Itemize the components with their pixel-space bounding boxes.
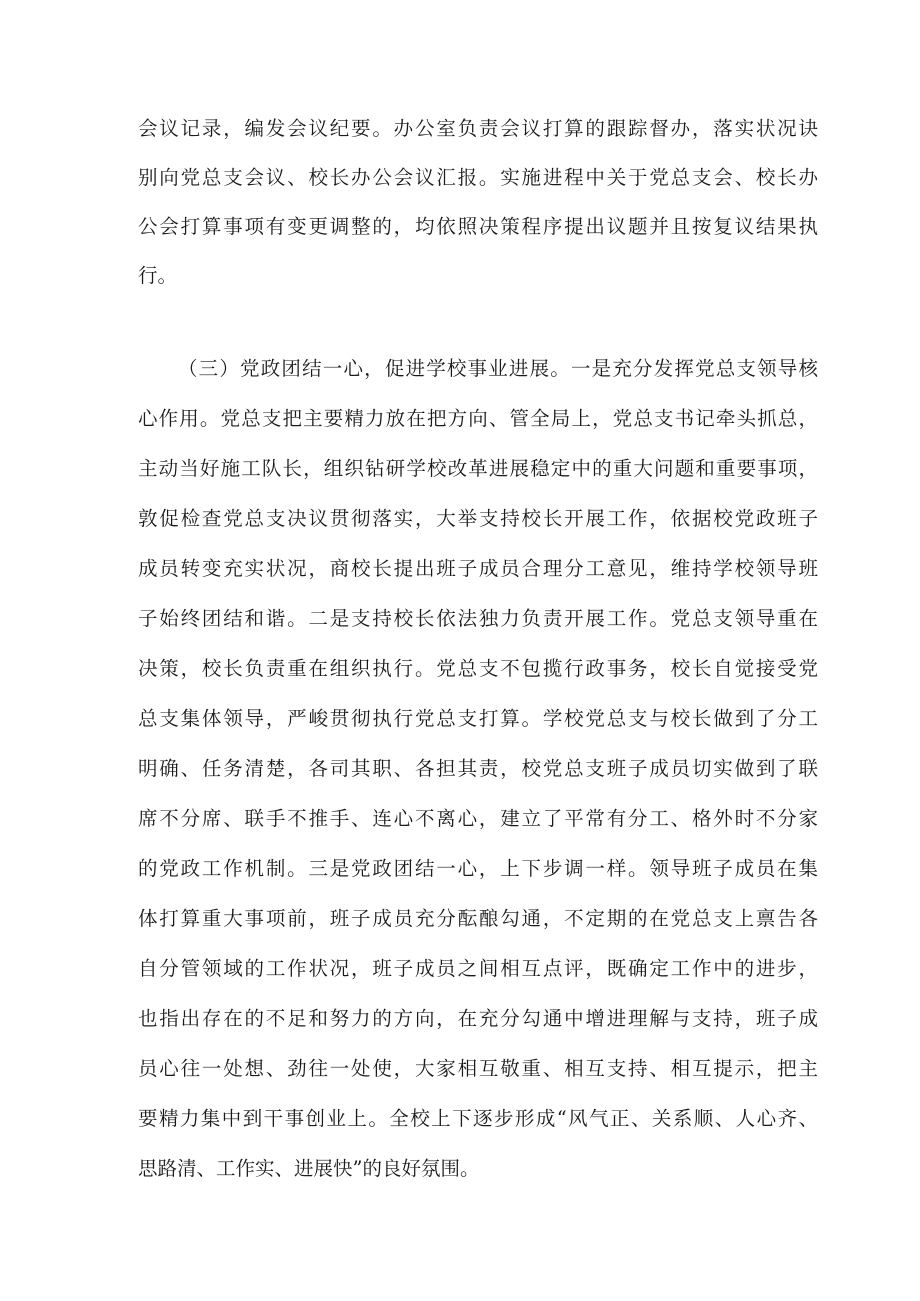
paragraph-2-line-15: 员心往一处想、劲往一处使，大家相互敬重、相互支持、相互提示，把主 [138, 1057, 818, 1080]
paragraph-2-line-6: 子始终团结和谐。二是支持校长依法独力负责开展工作。党总支领导重在 [138, 607, 818, 630]
paragraph-1-line-2: 别向党总支会议、校长办公会议汇报。实施进程中关于党总支会、校长办 [138, 166, 818, 189]
paragraph-2-line-13: 自分管领域的工作状况，班子成员之间相互点评，既确定工作中的进步， [138, 957, 818, 980]
paragraph-2-line-16: 要精力集中到干事创业上。全校上下逐步形成“风气正、关系顺、人心齐、 [138, 1107, 818, 1130]
paragraph-2-line-14: 也指出存在的不足和努力的方向，在充分勾通中增进理解与支持，班子成 [138, 1007, 818, 1030]
paragraph-1-line-4: 行。 [138, 264, 178, 287]
paragraph-1-line-3: 公会打算事项有变更调整的，均依照决策程序提出议题并且按复议结果执 [138, 215, 818, 238]
paragraph-2-line-10: 席不分席、联手不推手、连心不离心，建立了平常有分工、格外时不分家 [138, 807, 818, 830]
paragraph-2-line-4: 敦促检查党总支决议贯彻落实，大举支持校长开展工作，依据校党政班子 [138, 507, 818, 530]
paragraph-2-line-17: 思路清、工作实、进展快”的良好氛围。 [138, 1157, 480, 1180]
paragraph-2-line-9: 明确、任务清楚，各司其职、各担其责，校党总支班子成员切实做到了联 [138, 757, 818, 780]
paragraph-2-line-3: 主动当好施工队长，组织钻研学校改革进展稳定中的重大问题和重要事项， [138, 457, 818, 480]
paragraph-2-line-12: 体打算重大事项前，班子成员充分酝酿勾通，不定期的在党总支上禀告各 [138, 907, 818, 930]
paragraph-2-line-1: （三）党政团结一心，促进学校事业进展。一是充分发挥党总支领导核 [178, 357, 818, 380]
paragraph-1-line-1: 会议记录，编发会议纪要。办公室负责会议打算的跟踪督办，落实状况诀 [138, 117, 818, 140]
paragraph-2-line-5: 成员转变充实状况，商校长提出班子成员合理分工意见，维持学校领导班 [138, 557, 818, 580]
paragraph-2-line-8: 总支集体领导，严峻贯彻执行党总支打算。学校党总支与校长做到了分工 [138, 707, 818, 730]
paragraph-2-line-2: 心作用。党总支把主要精力放在把方向、管全局上，党总支书记牵头抓总， [138, 407, 818, 430]
paragraph-2-line-11: 的党政工作机制。三是党政团结一心，上下步调一样。领导班子成员在集 [138, 857, 818, 880]
paragraph-2-line-7: 决策，校长负责重在组织执行。党总支不包揽行政事务，校长自觉接受党 [138, 657, 818, 680]
